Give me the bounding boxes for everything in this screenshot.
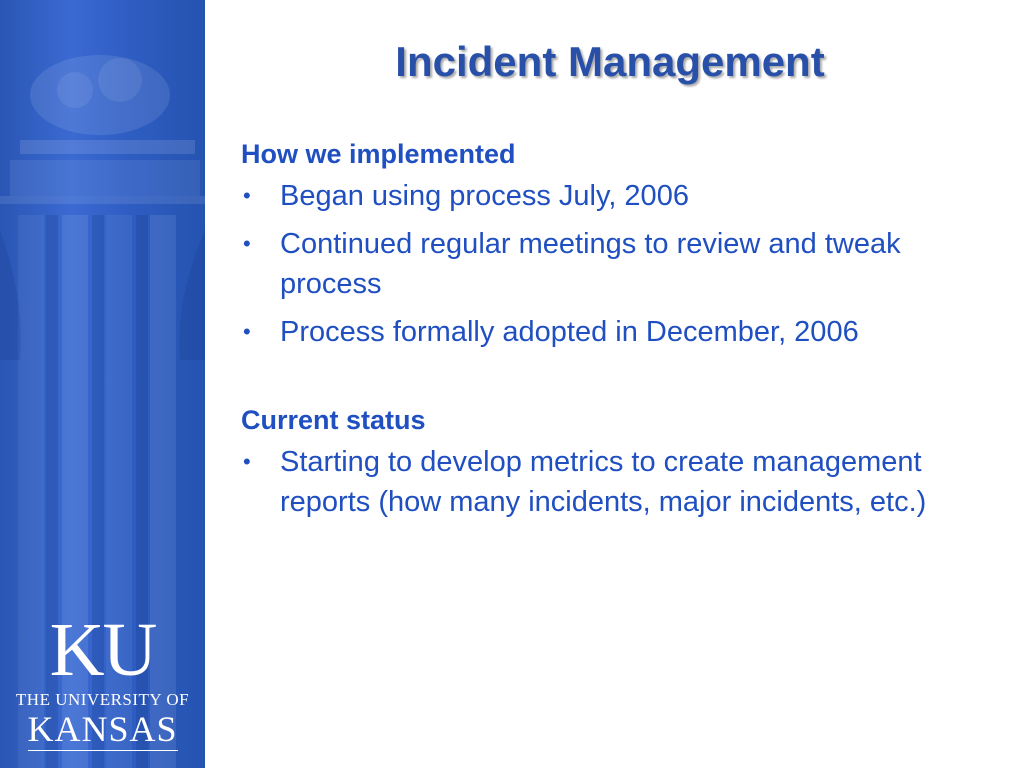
bullet-item [241,176,981,216]
ku-logo [0,608,205,751]
bullet-dot-icon: • [243,449,251,474]
logo-university-of: THE UNIVERSITY OF [15,690,190,709]
section-gap [241,360,981,402]
bullet-item [241,312,981,352]
bullet-dot-icon: • [243,319,251,344]
bullet-list [241,442,981,522]
bullet-list [241,176,981,352]
section-heading: How we implemented [241,139,516,169]
slide-title: Incident Management [395,38,825,85]
sidebar-column-image [0,0,205,768]
bullet-text: Continued regular meetings to review and tweak process [280,228,901,300]
logo-underline [28,750,178,751]
bullet-dot-icon: • [243,231,251,256]
slide-content [241,136,981,530]
bullet-text: Process formally adopted in December, 2006 [280,316,859,348]
bullet-text: Starting to develop metrics to create management reports (how many incidents, major incidents, etc.) [280,446,927,518]
bullet-item [241,442,981,522]
bullet-item [241,224,981,304]
section-heading: Current status [241,405,426,435]
logo-kansas: KANSAS [27,709,178,749]
bullet-dot-icon: • [243,183,251,208]
logo-mark: KU [49,608,156,692]
bullet-text: Began using process July, 2006 [280,180,689,212]
